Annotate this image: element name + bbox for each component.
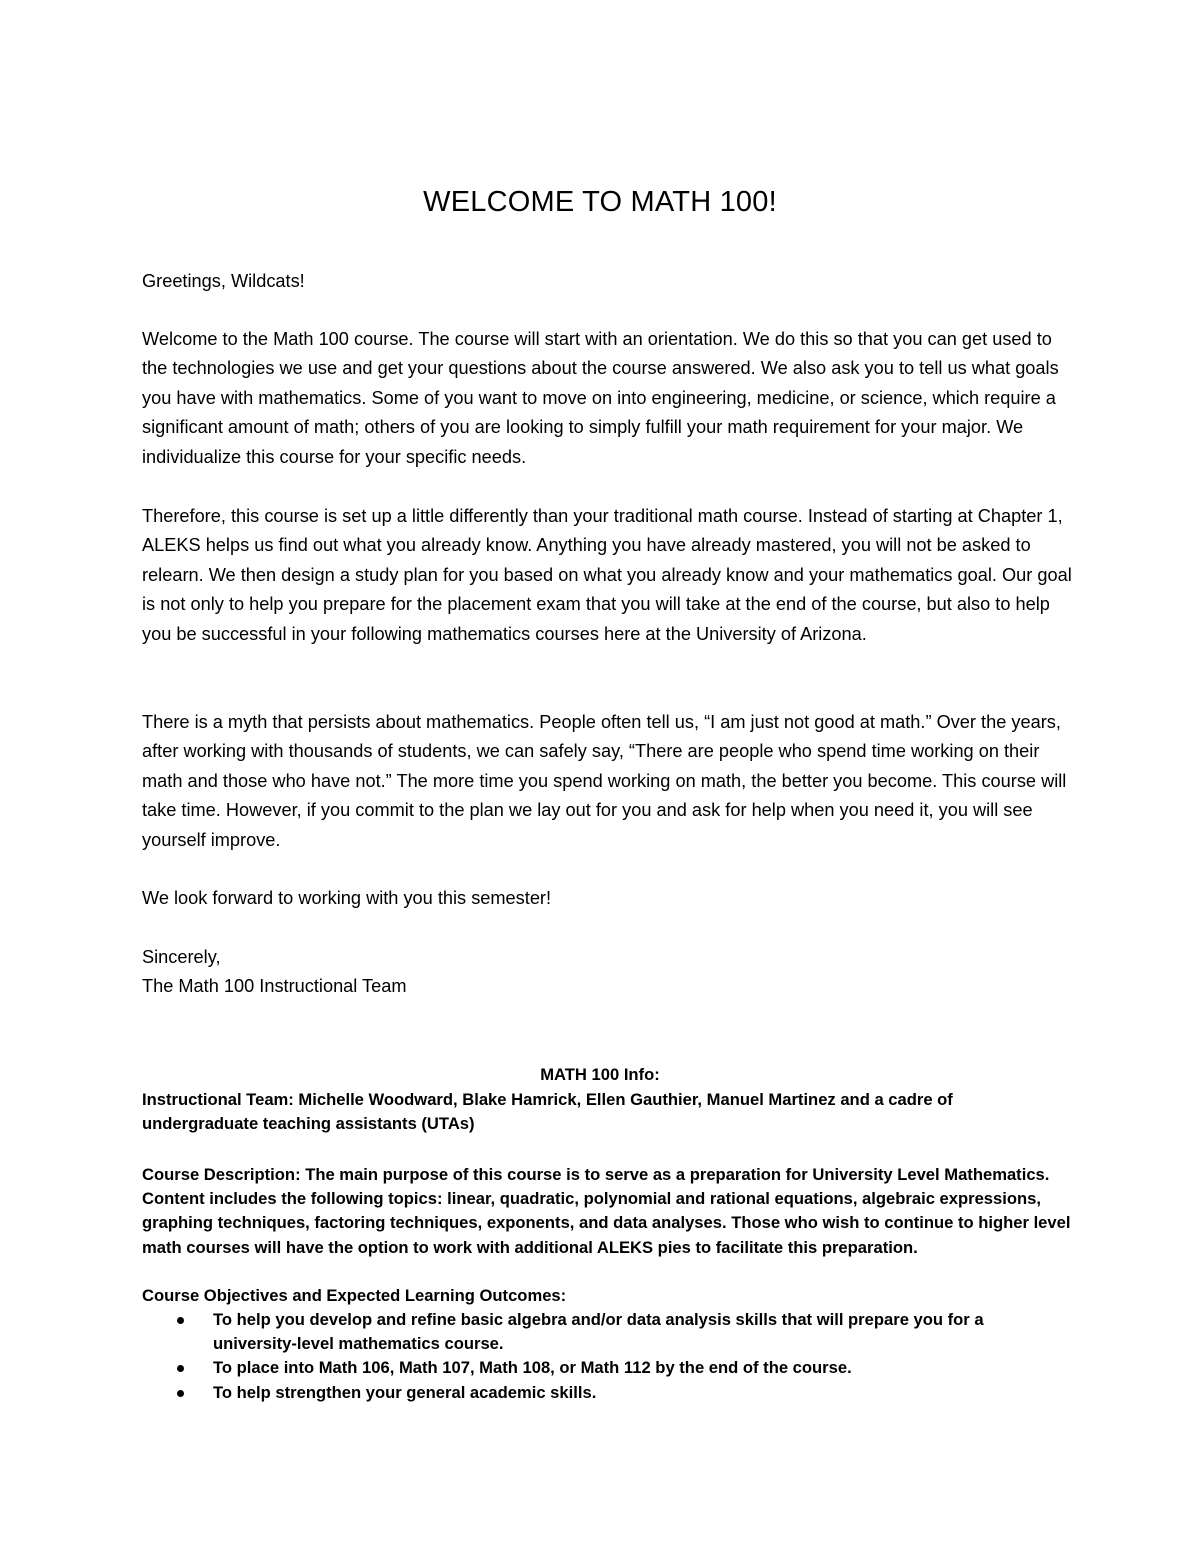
paragraph-course-setup: Therefore, this course is set up a little differently than your traditional math course. Instead of starting at Chapter 1, ALEKS helps us find out what you already know. Anything you have already mastered, you will not be asked to relearn. We then design a study plan for you based on what you already know and your mathematics goal. Our goal is not only to help you prepare for the placement exam that you will take at the end of the course, but also to help you be successful in your following mathematics courses here at the University of Arizona. — [142, 506, 1072, 644]
objectives-list — [142, 1308, 1072, 1405]
closing: Sincerely, — [142, 947, 221, 967]
list-item — [142, 1308, 1072, 1356]
objective-text: To help strengthen your general academic skills. — [213, 1382, 597, 1402]
bullet-icon — [177, 1390, 184, 1397]
letter-title: WELCOME TO MATH 100! — [423, 186, 777, 218]
objective-text: To help you develop and refine basic algebra and/or data analysis skills that will prepare you for a university-level mathematics course. — [213, 1310, 984, 1354]
signature: The Math 100 Instructional Team — [142, 976, 407, 996]
info-heading: MATH 100 Info: — [540, 1065, 660, 1084]
bullet-icon — [177, 1317, 184, 1324]
objective-text: To place into Math 106, Math 107, Math 108, or Math 112 by the end of the course. — [213, 1358, 852, 1378]
bullet-icon — [177, 1365, 184, 1372]
instructional-team: Instructional Team: Michelle Woodward, Blake Hamrick, Ellen Gauthier, Manuel Martinez and a cadre of undergraduate teaching assistants (UTAs) — [142, 1090, 953, 1134]
paragraph-look-forward: We look forward to working with you this semester! — [142, 888, 552, 908]
list-item — [142, 1356, 1072, 1380]
list-item — [142, 1381, 1072, 1405]
paragraph-math-myth: There is a myth that persists about mathematics. People often tell us, “I am just not good at math.” Over the years, after working with thousands of students, we can safely say, “There are people who spend time working on their math and those who have not.” The more time you spend working on math, the better you become. This course will take time. However, if you commit to the plan we lay out for you and ask for help when you need it, you will see yourself improve. — [142, 712, 1067, 850]
paragraph-welcome: Welcome to the Math 100 course. The course will start with an orientation. We do this so that you can get used to the technologies we use and get your questions about the course answered. We also ask you to tell us what goals you have with mathematics. Some of you want to move on into engineering, medicine, or science, which require a significant amount of math; others of you are looking to simply fulfill your math requirement for your major. We individualize this course for your specific needs. — [142, 329, 1059, 467]
objectives-heading: Course Objectives and Expected Learning Outcomes: — [142, 1286, 567, 1305]
course-description: Course Description: The main purpose of this course is to serve as a preparation for University Level Mathematics. Content includes the following topics: linear, quadratic, polynomial and rational equations, algebraic expressions, graphing techniques, factoring techniques, exponents, and data analyses. Those who wish to continue to higher level math courses will have the option to work with additional ALEKS pies to facilitate this preparation. — [142, 1165, 1071, 1257]
greeting: Greetings, Wildcats! — [142, 271, 305, 291]
